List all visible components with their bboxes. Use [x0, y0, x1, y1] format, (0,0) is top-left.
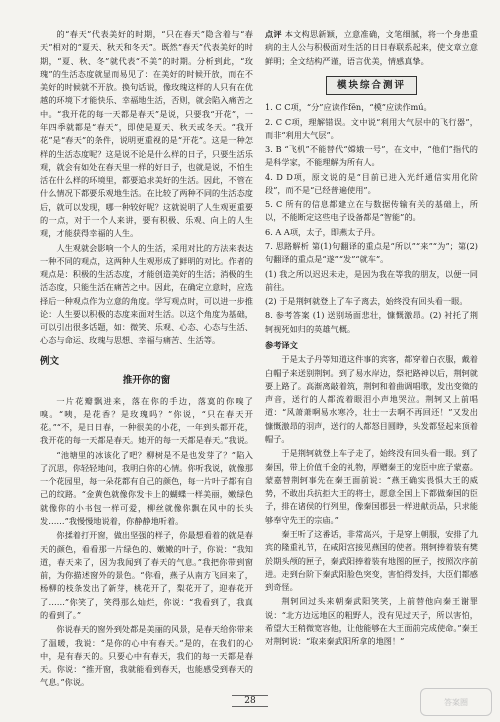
example-label: 例文 [40, 355, 60, 367]
page-number-text: 28 [232, 695, 267, 707]
two-column-layout [40, 28, 478, 688]
translation-paragraph: 于是荆轲就登上车子走了，始终没有回头看一眼。到了秦国，带上价值千金的礼物，厚赠秦王的宠臣中庶子蒙嘉。蒙嘉替荆轲事先在秦王面前说：“燕王确实畏惧大王的威势，不敢出兵抗拒大王的将士，愿意全国上下都做秦国的臣子，排在诸侯的行列里，像秦国郡县一样进献贡品，只求能够奉守先王的宗庙。” [265, 448, 478, 525]
comment-text: 本文构思新颖，立意准确，文笔细腻，将一个身患重病的主人公与积极面对生活的日日春联系起来，使文章立意鲜明；全文结构严谨，语言优美，情感真挚。 [265, 29, 478, 66]
essay-paragraph: 你揉着打开窗，做出坚强的样子，你最想看着的就是春天的颜色，看看那一片绿色的、嫩嫩的叶子，你说：“我知道，春天来了，因为我闻到了春天的气息。”我把你带到窗前，为你描述窗外的景色。“你看，燕子从南方飞回来了，杨柳的枝条发出了新芽，桃花开了，梨花开了，迎春花开了……”你笑了，笑得那么灿烂，你说：“我看到了，我真的看到了。” [40, 530, 253, 620]
essay-paragraph: 一片花瓣飘进来，落在你的手边，落寞的你嗅了嗅。“咦，是花香？是玫瑰吗？”你说，“只在春天开花。”“不，是日日春，一种很美的小花，一年到头都开花，我开花的每一天都是春天。她开的每一天都是春天。”我说。 [40, 395, 253, 446]
essay-title: 推开你的窗 [122, 375, 171, 387]
answer-item: 7. 思路解析 第(1)句翻译的重点是“所以”“来”“为”；第(2)句翻译的重点是“遂”“发”“就车”。 [265, 241, 478, 265]
answer-item: 2. C C项，理解错误。文中说“利用大气层中的飞行器”，而非“利用大气层”。 [265, 116, 478, 140]
translation-body [265, 353, 478, 648]
answer-item: (2) 于是荆轲就登上了车子离去，始终没有回头看一眼。 [265, 296, 468, 307]
answer-item: 1. C C项，“分”应读作fēn，“模”应读作mú。 [265, 102, 432, 113]
analysis-paragraph: 人生观就会影响一个人的生活，采用对比的方法来表达一种不同的观点，这两种人生观形成了鲜明的对比。作者的观点是：积极的生活态度，才能创造美好的生活；消极的生活态度，只能生活在痛苦之中。因此，在确定立意时，应选择后一种观点作为立意的角度。学写观点时，可以进一步推论：人生要以积极的态度来面对生活。以这个角度为基础，可以引出很多话题，如：微笑、乐观、心态、心态与生活、心态与命运、玫瑰与思想、幸福与痛苦、生活等。 [40, 242, 253, 346]
answer-item: 3. B “飞机”不能替代“嫦娥一号”，在文中，“他们”指代的是科学家，不能理解为所有人。 [265, 144, 478, 168]
analysis-paragraph: 的“春天”代表美好的时期，“只在春天”隐含着与“春天”相对的“夏天、秋天和冬天”。既然“春天”代表美好的时期，“夏、秋、冬”就代表“不美”的时期。分析到此，“玫瑰”的生活态度就显而易见了：在美好的时候开放，而在不美好的时候就不开放。换句话说，像玫瑰这样的人只有在优越的环境下才能快乐、幸福地生活，否则，就会陷入痛苦之中。“我开花的每一天都是春天”是说，只要我“开花”，一年四季就都是“春天”，即使是夏天、秋天或冬天。“我开花”是“春天”的条件，说明更重视的是“开花”。这是一种怎样的生活态度呢？这是说不论是什么样的日子，只要生活乐观，就会有如处在春天里一样的好日子，也就是说，不怕生活在什么样的环境里，都要追求美好的生活。因此，不管在什么情况下都要乐观地生活。在比较了两种不同的生活态度后，就可以发现，哪一种较好呢？这就说明了人生观更重要的一点，对于一个人来讲，要有积极、乐观、向上的人生观，才能获得幸福的人生。 [40, 29, 253, 239]
essay-body [40, 395, 253, 689]
translation-paragraph: 荆轲回过头来朝秦武阳笑笑，上前替他向秦王谢罪说：“北方边远地区的粗野人，没有见过天子，所以害怕，希望大王稍微宽容他，让他能够在大王面前完成使命。”秦王对荆轲说：“取来秦武阳所拿的地图！” [265, 596, 478, 647]
translation-label: 参考译文 [265, 340, 298, 350]
answer-item: 8. 参考答案 (1) 送别场面悲壮，慷慨激昂。(2) 衬托了荆轲视死如归的英雄气概。 [265, 310, 478, 334]
left-column [40, 28, 253, 688]
translation-paragraph: 秦王听了这番话，非常高兴，于是穿上朝服，安排了九宾的隆重礼节，在咸阳宫接见燕国的使者。荆轲捧着装有樊於期头颅的匣子，秦武阳捧着装有地图的匣子，按照次序前进。走到台阶下秦武阳脸色突变，害怕得发抖，大臣们都感到奇怪。 [265, 528, 478, 593]
watermark-logo: 答案圈 [420, 688, 492, 716]
section-title: 模块综合测评 [326, 76, 417, 95]
answer-item: 5. C 所有的信息都建立在与数据传输有关的基础上，所以，不能断定这些电子设备都是“智能”的。 [265, 199, 478, 223]
answer-item: (1) 我之所以迟迟未走，是因为我在等我的朋友，以便一同前往。 [265, 268, 478, 292]
comment-label: 点评 [265, 29, 282, 39]
translation-paragraph: 于是太子丹等知道这件事的宾客，都穿着白衣服，戴着白帽子来送别荆轲。到了易水岸边，祭祀路神以后，荆轲就要上路了。高渐离敲着筑，荆轲和着曲调唱歌，发出变徵的声音，送行的人都流着眼泪小声地哭泣。荆轲又上前唱道：“风萧萧啊易水寒冷，壮士一去啊不再回还！”又发出慷慨激昂的羽声，送行的人都怒目圆睁，头发都竖起来顶着帽子。 [265, 354, 478, 444]
answer-item: 4. D D项，原文说的是“目前已进入光纤通信实用化阶段”，而不是“已经普遍使用”。 [265, 171, 478, 195]
answer-list [265, 101, 478, 336]
comment-paragraph [265, 28, 478, 68]
analysis-text [40, 28, 253, 348]
essay-paragraph: 你说春天的窗外到处都是美丽的风景，是春天给你带来了温暖，我说：“是你的心中有春天。”是的，在我们的心中，是有春天的。只要心中有春天，我们的每一天都是春天。你说：“推开窗，我就能看到春天，也能感受到春天的气息。”你说。 [40, 624, 253, 688]
answer-item: 6. A A项，太子，即燕太子丹。 [265, 226, 380, 237]
translation-heading [265, 339, 478, 352]
section-banner [265, 76, 478, 95]
essay-paragraph: “池塘里的冰该化了吧？柳树是不是也发芽了？”陷入了沉思，你轻轻地问，我明白你的心情。你听我说，就像那一个花园里，每一朵花都有自己的颜色，每一片叶子都有自己的纹路。“金黄色就像你发卡上的蝴蝶一样美丽，嫩绿色就像你的小书包一样可爱，柳丝就像你飘在风中的长头发……”我慢慢地说着，你静静地听着。 [40, 449, 253, 527]
right-column [265, 28, 478, 688]
